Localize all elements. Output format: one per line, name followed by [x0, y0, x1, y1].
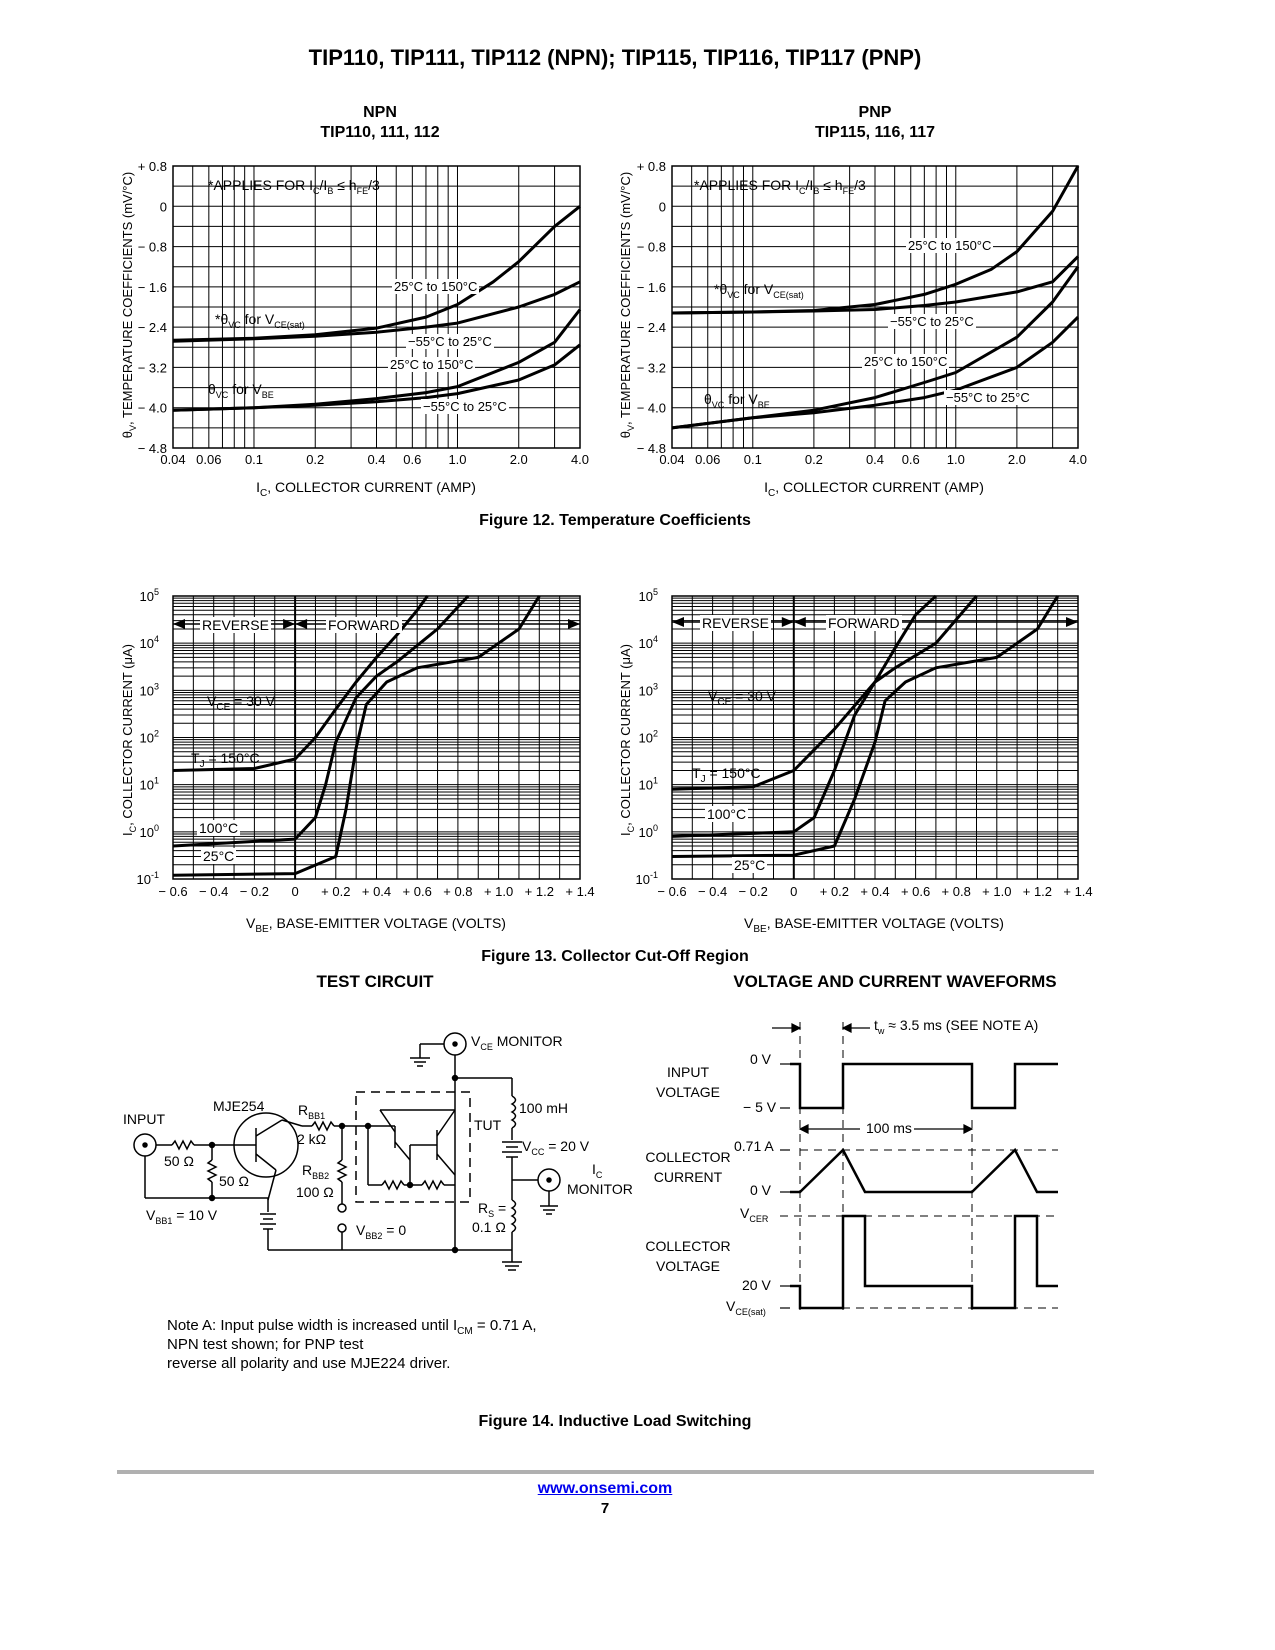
fig13-npn-t25: 25°C — [203, 848, 235, 864]
vce-monitor-label: $V_{CE}$ MONITOR — [471, 1033, 563, 1052]
fig12-pnp-applies: *APPLIES FOR $I_C/I_B \le h_{FE}/3$ — [694, 177, 866, 196]
minus-five-volt-label: − 5 V — [743, 1099, 777, 1115]
waveforms-heading: VOLTAGE AND CURRENT WAVEFORMS — [733, 972, 1057, 991]
twenty-volt-label: 20 V — [742, 1277, 771, 1293]
y-tick-label: 0 — [658, 199, 666, 215]
footer-divider — [117, 1470, 1094, 1474]
ic-monitor-label-2: MONITOR — [567, 1181, 633, 1197]
fig13-npn-xlabel: $V_{BE}$, BASE-EMITTER VOLTAGE (VOLTS) — [246, 915, 506, 935]
x-tick-label: − 0.4 — [199, 884, 229, 899]
x-tick-label: 0.1 — [244, 452, 264, 467]
x-tick-label: 0 — [790, 884, 798, 899]
rbb1-label: $R_{BB1}$ — [298, 1102, 326, 1121]
x-tick-label: 0.6 — [901, 452, 920, 467]
y-tick-label: + 0.8 — [636, 159, 666, 174]
rs-value: 0.1 Ω — [472, 1219, 506, 1235]
x-tick-label: − 0.2 — [738, 884, 768, 899]
collector-current-label-1: COLLECTOR — [645, 1149, 731, 1165]
y-tick-label: − 3.2 — [636, 360, 666, 376]
note-a-line-2: NPN test shown; for PNP test — [167, 1336, 364, 1353]
x-tick-label: − 0.6 — [657, 884, 687, 899]
fig13-pnp-reverse: REVERSE — [702, 615, 769, 631]
x-tick-label: 0 — [291, 884, 299, 899]
fig13-pnp-t25: 25°C — [734, 857, 766, 873]
vbb1-label: $V_{BB1} = 10$ V — [146, 1207, 218, 1226]
vce-sat-label: $V_{CE(sat)}$ — [726, 1298, 766, 1317]
y-tick-label: $10^2$ — [638, 728, 658, 746]
fig13-npn-vce: $V_{CE} = 30$ V — [207, 693, 276, 713]
x-tick-label: − 0.6 — [158, 884, 188, 899]
fig12-npn-label-sat: $*\theta_{VC}$ for $V_{CE(sat)}$ — [215, 311, 305, 330]
x-tick-label: 0.06 — [695, 452, 721, 467]
y-tick-label: − 4.8 — [636, 441, 666, 456]
fig13-pnp-t150: $T_J = 150^\circ C$ — [692, 765, 761, 785]
fig12-npn-range-1: 25°C to 150°C — [394, 279, 478, 294]
fig13-npn-forward: FORWARD — [328, 617, 400, 633]
pnp-heading: PNP — [858, 104, 892, 121]
x-tick-label: + 1.0 — [483, 884, 514, 899]
fig13-pnp-ylabel: $I_C$, COLLECTOR CURRENT (μA) — [618, 644, 636, 836]
fig13-npn-t100: 100°C — [199, 820, 239, 836]
x-tick-label: 0.2 — [804, 452, 823, 467]
fig13-npn-ylabel: $I_C$, COLLECTOR CURRENT (μA) — [120, 644, 138, 836]
fig12-pnp-xlabel: $I_C$, COLLECTOR CURRENT (AMP) — [764, 479, 984, 499]
y-tick-label: $10^0$ — [139, 822, 159, 840]
x-tick-label: 4.0 — [570, 452, 590, 467]
fig12-npn-ylabel: $\theta_V$, TEMPERATURE COEFFICIENTS (mV/°C) — [120, 171, 138, 439]
fig12-pnp-range-4: −55°C to 25°C — [946, 390, 1030, 405]
collector-voltage-trace — [790, 1216, 1058, 1308]
y-tick-label: $10^{-1}$ — [136, 870, 159, 887]
y-tick-label: $10^{-1}$ — [635, 870, 658, 887]
collector-current-trace — [790, 1150, 1058, 1192]
y-tick-label: − 0.8 — [137, 239, 167, 255]
x-tick-label: − 0.2 — [239, 884, 270, 899]
x-tick-label: + 1.2 — [524, 884, 554, 899]
fig13-caption: Figure 13. Collector Cut-Off Region — [481, 948, 749, 965]
x-tick-label: + 1.0 — [982, 884, 1012, 899]
fig13-pnp-forward: FORWARD — [828, 615, 900, 631]
x-tick-label: + 0.2 — [819, 884, 850, 899]
fig13-npn-reverse: REVERSE — [202, 617, 269, 633]
x-tick-label: 0.2 — [306, 452, 325, 467]
note-a-line-1: Note A: Input pulse width is increased until $I_{CM} = 0.71$ A, — [167, 1317, 537, 1337]
x-tick-label: + 0.8 — [443, 884, 473, 899]
x-tick-label: + 0.8 — [941, 884, 971, 899]
y-tick-label: − 3.2 — [137, 360, 167, 376]
x-tick-label: + 0.6 — [402, 884, 432, 899]
fig13-pnp-vce: $V_{CE} = 30$ V — [708, 688, 777, 708]
footer-url-wrap — [0, 1480, 1210, 1498]
vbb2-label: $V_{BB2} = 0$ — [356, 1222, 407, 1241]
x-tick-label: + 0.4 — [860, 884, 890, 899]
page-number: 7 — [600, 1500, 610, 1517]
ic-monitor-label-1: $I_C$ — [592, 1161, 603, 1180]
input-label: INPUT — [123, 1111, 165, 1127]
fig12-npn-range-3: 25°C to 150°C — [390, 357, 474, 372]
r50-series-label: 50 Ω — [164, 1153, 194, 1169]
y-tick-label: − 4.0 — [636, 400, 666, 416]
pnp-part-list: TIP115, 116, 117 — [814, 124, 936, 141]
x-tick-label: 0.04 — [659, 452, 685, 467]
x-tick-label: 0.1 — [743, 452, 762, 467]
fig12-npn-range-4: −55°C to 25°C — [423, 399, 507, 414]
y-tick-label: $10^5$ — [638, 587, 658, 604]
rbb2-label: $R_{BB2}$ — [302, 1162, 330, 1181]
y-tick-label: − 1.6 — [636, 279, 666, 295]
mje254-label: MJE254 — [213, 1098, 265, 1114]
x-tick-label: + 0.2 — [321, 884, 351, 899]
x-tick-label: 2.0 — [509, 452, 528, 467]
npn-part-list: TIP110, 111, 112 — [320, 124, 440, 141]
x-tick-label: + 1.4 — [1063, 884, 1093, 899]
fig12-npn-label-vbe: $\theta_{VC}$ for $V_{BE}$ — [208, 381, 274, 400]
y-tick-label: $10^4$ — [139, 634, 159, 652]
y-tick-label: + 0.8 — [137, 159, 167, 174]
x-tick-label: 1.0 — [946, 452, 965, 467]
fig12-pnp-label-sat: $*\theta_{VC}$ for $V_{CE(sat)}$ — [714, 281, 804, 300]
fig13-npn-t150: $T_J = 150^\circ C$ — [191, 750, 260, 770]
y-tick-label: $10^3$ — [139, 681, 159, 699]
peak-current-label: 0.71 A — [734, 1138, 774, 1154]
y-tick-label: $10^5$ — [139, 587, 159, 604]
note-a-line-3: reverse all polarity and use MJE224 driver. — [167, 1355, 451, 1372]
x-tick-label: 0.06 — [196, 452, 222, 467]
fig12-npn-applies: *APPLIES FOR $I_C/I_B \le h_{FE}/3$ — [208, 177, 380, 196]
x-tick-label: − 0.4 — [697, 884, 728, 899]
fig12-pnp-range-2: −55°C to 25°C — [890, 314, 974, 329]
test-circuit-heading: TEST CIRCUIT — [316, 972, 434, 991]
x-tick-label: + 1.2 — [1022, 884, 1053, 899]
fig12-caption: Figure 12. Temperature Coefficients — [479, 512, 751, 529]
x-tick-label: 1.0 — [448, 452, 467, 467]
x-tick-label: 0.4 — [367, 452, 386, 467]
input-voltage-label-2: VOLTAGE — [655, 1084, 721, 1100]
fig12-npn-xlabel: $I_C$, COLLECTOR CURRENT (AMP) — [256, 479, 476, 499]
y-tick-label: 0 — [159, 199, 167, 215]
rbb1-value: 2 kΩ — [297, 1131, 327, 1147]
y-tick-label: $10^3$ — [638, 681, 658, 699]
x-tick-label: + 0.6 — [900, 884, 931, 899]
rbb2-value: 100 Ω — [296, 1184, 334, 1200]
period-label: 100 ms — [866, 1120, 912, 1136]
fig14-caption: Figure 14. Inductive Load Switching — [478, 1413, 752, 1430]
fig12-pnp-ylabel: $\theta_V$, TEMPERATURE COEFFICIENTS (mV/°C) — [618, 171, 636, 439]
y-tick-label: − 4.8 — [137, 441, 167, 456]
y-tick-label: − 0.8 — [636, 239, 666, 255]
npn-heading: NPN — [363, 104, 397, 121]
r50-shunt-label: 50 Ω — [219, 1173, 249, 1189]
y-tick-label: − 1.6 — [137, 279, 167, 295]
x-tick-label: 0.4 — [865, 452, 885, 467]
y-tick-label: − 2.4 — [137, 320, 167, 336]
collector-voltage-label-2: VOLTAGE — [655, 1258, 721, 1274]
vcc-label: $V_{CC} = 20$ V — [522, 1138, 590, 1157]
vcer-label: $V_{CER}$ — [740, 1205, 769, 1224]
zero-volt-label: 0 V — [750, 1051, 772, 1067]
fig12-npn-range-2: −55°C to 25°C — [408, 334, 492, 349]
x-tick-label: 0.6 — [403, 452, 422, 467]
fig12-pnp-label-vbe: $\theta_{VC}$ for $V_{BE}$ — [704, 391, 770, 410]
y-tick-label: $10^4$ — [638, 634, 658, 652]
collector-voltage-label-1: COLLECTOR — [645, 1238, 731, 1254]
inductor-label: 100 mH — [519, 1100, 569, 1116]
page-title: TIP110, TIP111, TIP112 (NPN); TIP115, TIP116, TIP117 (PNP) — [308, 45, 922, 70]
x-tick-label: 4.0 — [1068, 452, 1088, 467]
x-tick-label: 2.0 — [1007, 452, 1026, 467]
zero-current-label: 0 V — [750, 1182, 772, 1198]
input-voltage-label-1: INPUT — [667, 1064, 709, 1080]
x-tick-label: + 0.4 — [361, 884, 392, 899]
rs-label: $R_S$ = — [478, 1200, 507, 1219]
collector-current-label-2: CURRENT — [653, 1169, 723, 1185]
fig12-pnp-range-1: 25°C to 150°C — [908, 238, 992, 253]
y-tick-label: $10^1$ — [638, 775, 658, 793]
y-tick-label: $10^2$ — [139, 728, 159, 746]
y-tick-label: − 2.4 — [636, 320, 666, 336]
input-voltage-trace — [790, 1064, 1058, 1108]
fig12-pnp-range-3: 25°C to 150°C — [864, 354, 948, 369]
tw-label: $t_w \approx 3.5$ ms (SEE NOTE A) — [874, 1017, 1039, 1036]
tut-label: TUT — [474, 1117, 502, 1133]
x-tick-label: 0.04 — [160, 452, 186, 467]
y-tick-label: − 4.0 — [137, 400, 167, 416]
x-tick-label: + 1.4 — [565, 884, 595, 899]
y-tick-label: $10^1$ — [139, 775, 159, 793]
fig13-pnp-xlabel: $V_{BE}$, BASE-EMITTER VOLTAGE (VOLTS) — [744, 915, 1004, 935]
y-tick-label: $10^0$ — [638, 822, 658, 840]
fig13-pnp-t100: 100°C — [707, 806, 747, 822]
footer-url-link[interactable]: www.onsemi.com — [537, 1480, 673, 1497]
